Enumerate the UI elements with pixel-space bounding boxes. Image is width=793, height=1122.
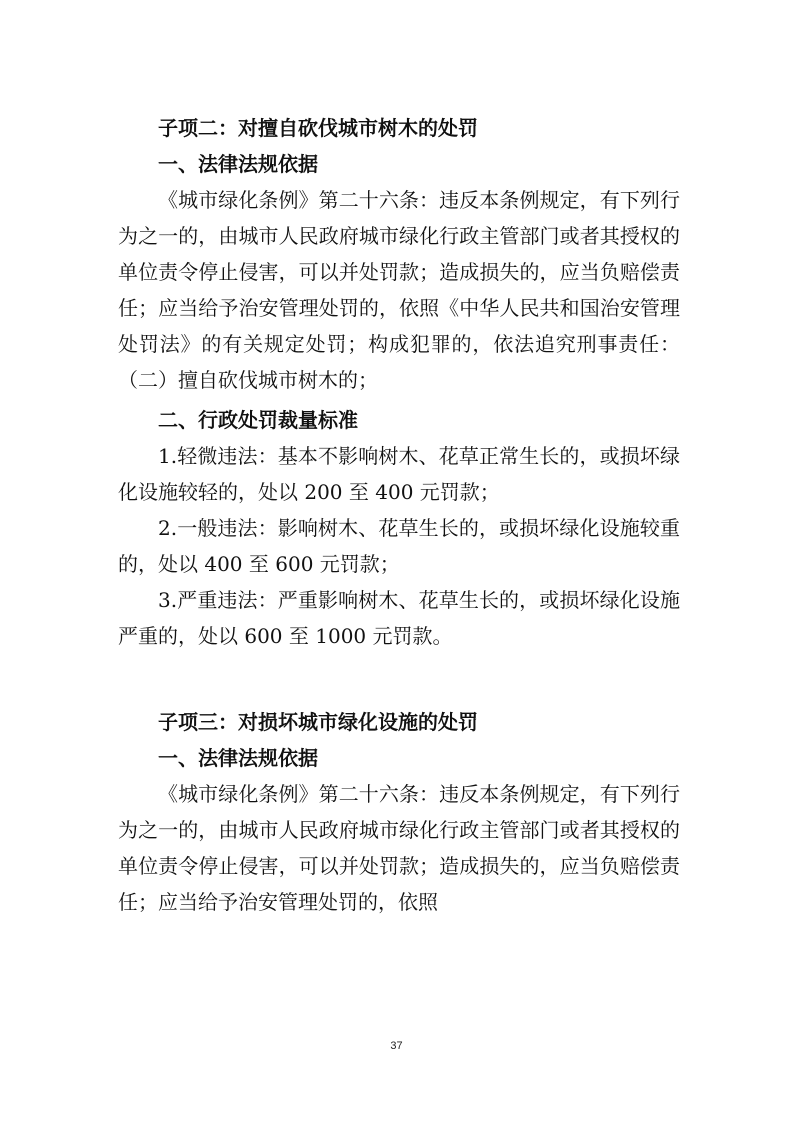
discretion-standard-heading: 二、行政处罚裁量标准 [158, 408, 358, 432]
legal-basis-heading: 一、法律法规依据 [158, 746, 318, 770]
section-item-3 [118, 704, 680, 920]
standard-item-general: 2.一般违法：影响树木、花草生长的，或损坏绿化设施较重的，处以 400 至 600 元罚款； [118, 516, 680, 576]
legal-basis-heading: 一、法律法规依据 [158, 152, 318, 176]
legal-basis-text: 《城市绿化条例》第二十六条：违反本条例规定，有下列行为之一的，由城市人民政府城市绿化行政主管部门或者其授权的单位责令停止侵害，可以并处罚款；造成损失的，应当负赔偿责任；应当给予治安管理处罚的，依照 [118, 782, 680, 914]
standard-item-serious: 3.严重违法：严重影响树木、花草生长的，或损坏绿化设施严重的，处以 600 至 1000 元罚款。 [118, 588, 680, 648]
section-title: 子项二：对擅自砍伐城市树木的处罚 [158, 116, 478, 140]
section-item-2 [118, 110, 680, 654]
legal-basis-text: 《城市绿化条例》第二十六条：违反本条例规定，有下列行为之一的，由城市人民政府城市绿化行政主管部门或者其授权的单位责令停止侵害，可以并处罚款；造成损失的，应当负赔偿责任；应当给予治安管理处罚的，依照《中华人民共和国治安管理处罚法》的有关规定处罚；构成犯罪的，依法追究刑事责任：（二）擅自砍伐城市树木的； [118, 188, 680, 392]
page-content [118, 110, 680, 920]
section-title: 子项三：对损坏城市绿化设施的处罚 [158, 710, 478, 734]
standard-item-minor: 1.轻微违法：基本不影响树木、花草正常生长的，或损坏绿化设施较轻的，处以 200 至 400 元罚款； [118, 444, 680, 504]
page-number: 37 [390, 1040, 403, 1052]
